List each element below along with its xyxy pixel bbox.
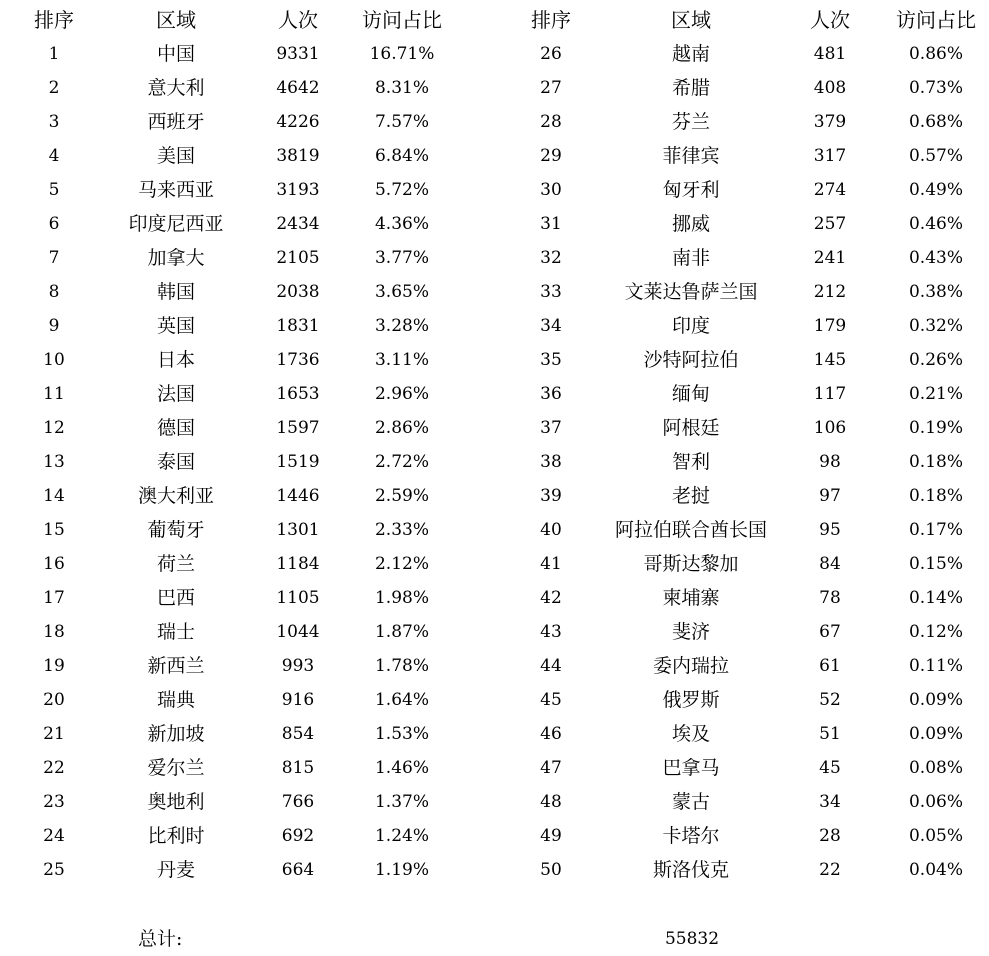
table-right-half [496, 3, 989, 887]
count-cell: 815 [281, 758, 315, 778]
region-cell: 爱尔兰 [147, 757, 205, 779]
region-cell: 斯洛伐克 [652, 859, 729, 881]
rank-cell: 50 [540, 860, 562, 880]
table-row [496, 37, 989, 71]
table-row [496, 513, 989, 547]
region-cell: 芬兰 [671, 111, 710, 133]
region-cell: 南非 [671, 247, 710, 269]
region-cell: 丹麦 [156, 859, 195, 881]
share-cell: 0.19% [908, 418, 963, 438]
table-row [0, 411, 496, 445]
share-cell: 8.31% [374, 78, 429, 98]
header-share: 访问占比 [362, 8, 442, 32]
header-count: 人次 [810, 8, 850, 32]
share-cell: 0.14% [908, 588, 963, 608]
header-row [0, 3, 496, 37]
region-cell: 缅甸 [671, 383, 710, 405]
region-cell: 老挝 [671, 485, 710, 507]
table-row [496, 377, 989, 411]
table-row [0, 513, 496, 547]
rank-cell: 38 [540, 452, 562, 472]
region-cell: 希腊 [671, 77, 710, 99]
region-cell: 印度尼西亚 [128, 213, 224, 235]
count-cell: 481 [813, 44, 847, 64]
count-cell: 4642 [276, 78, 320, 98]
count-cell: 84 [819, 554, 841, 574]
header-region: 区域 [671, 8, 711, 32]
region-cell: 新西兰 [147, 655, 205, 677]
share-cell: 1.46% [374, 758, 429, 778]
table-row [0, 207, 496, 241]
rank-cell: 41 [540, 554, 562, 574]
region-cell: 巴拿马 [662, 757, 720, 779]
table-row [496, 785, 989, 819]
table-row [496, 173, 989, 207]
count-cell: 1519 [276, 452, 320, 472]
share-cell: 7.57% [374, 112, 429, 132]
table-row [0, 581, 496, 615]
count-cell: 1736 [276, 350, 320, 370]
region-cell: 柬埔寨 [662, 587, 720, 609]
region-cell: 美国 [156, 145, 195, 167]
share-cell: 5.72% [374, 180, 429, 200]
share-cell: 0.04% [908, 860, 963, 880]
rank-cell: 34 [540, 316, 562, 336]
share-cell: 0.49% [908, 180, 963, 200]
region-cell: 葡萄牙 [147, 519, 205, 541]
rank-cell: 47 [540, 758, 562, 778]
header-rank: 排序 [531, 8, 571, 32]
table-row [0, 275, 496, 309]
rank-cell: 39 [540, 486, 562, 506]
total-value: 55832 [664, 929, 720, 949]
count-cell: 1653 [276, 384, 320, 404]
count-cell: 97 [819, 486, 841, 506]
share-cell: 2.33% [374, 520, 429, 540]
rank-cell: 23 [43, 792, 65, 812]
rank-cell: 49 [540, 826, 562, 846]
share-cell: 1.78% [374, 656, 429, 676]
rank-cell: 25 [43, 860, 65, 880]
count-cell: 9331 [276, 44, 320, 64]
table-row [0, 309, 496, 343]
table-row [0, 683, 496, 717]
share-cell: 1.98% [374, 588, 429, 608]
share-cell: 6.84% [374, 146, 429, 166]
share-cell: 0.26% [908, 350, 963, 370]
table-row [0, 139, 496, 173]
rank-cell: 13 [43, 452, 65, 472]
rank-cell: 19 [43, 656, 65, 676]
count-cell: 408 [813, 78, 847, 98]
count-cell: 854 [281, 724, 315, 744]
rank-cell: 32 [540, 248, 562, 268]
region-cell: 日本 [156, 349, 195, 371]
share-cell: 2.86% [374, 418, 429, 438]
share-cell: 2.12% [374, 554, 429, 574]
rank-cell: 10 [43, 350, 65, 370]
share-cell: 1.19% [374, 860, 429, 880]
table-row [0, 853, 496, 887]
rank-cell: 40 [540, 520, 562, 540]
share-cell: 0.11% [908, 656, 963, 676]
share-cell: 0.68% [908, 112, 963, 132]
share-cell: 0.05% [908, 826, 963, 846]
region-cell: 法国 [156, 383, 195, 405]
share-cell: 1.24% [374, 826, 429, 846]
count-cell: 766 [281, 792, 315, 812]
region-cell: 卡塔尔 [662, 825, 720, 847]
region-cell: 文莱达鲁萨兰国 [624, 281, 758, 303]
table-row [496, 853, 989, 887]
rank-cell: 2 [48, 78, 60, 98]
header-count: 人次 [278, 8, 318, 32]
table-row [496, 547, 989, 581]
table-row [0, 649, 496, 683]
count-cell: 1446 [276, 486, 320, 506]
table-row [496, 751, 989, 785]
share-cell: 3.11% [374, 350, 429, 370]
table-row [0, 819, 496, 853]
count-cell: 179 [813, 316, 847, 336]
region-cell: 智利 [671, 451, 710, 473]
rank-cell: 27 [540, 78, 562, 98]
count-cell: 664 [281, 860, 315, 880]
region-cell: 新加坡 [147, 723, 205, 745]
rank-cell: 6 [48, 214, 60, 234]
table-row [0, 105, 496, 139]
table-row [496, 139, 989, 173]
count-cell: 22 [819, 860, 841, 880]
share-cell: 1.53% [374, 724, 429, 744]
region-cell: 德国 [156, 417, 195, 439]
share-cell: 0.17% [908, 520, 963, 540]
region-cell: 哥斯达黎加 [643, 553, 739, 575]
count-cell: 257 [813, 214, 847, 234]
share-cell: 0.08% [908, 758, 963, 778]
region-cell: 比利时 [147, 825, 205, 847]
table-row [496, 581, 989, 615]
share-cell: 0.46% [908, 214, 963, 234]
share-cell: 16.71% [369, 44, 435, 64]
rank-cell: 35 [540, 350, 562, 370]
count-cell: 3819 [276, 146, 320, 166]
table-row [496, 207, 989, 241]
region-cell: 英国 [156, 315, 195, 337]
count-cell: 379 [813, 112, 847, 132]
count-cell: 1301 [276, 520, 320, 540]
table-left-half [0, 3, 496, 887]
region-cell: 巴西 [156, 587, 195, 609]
rank-cell: 12 [43, 418, 65, 438]
count-cell: 274 [813, 180, 847, 200]
share-cell: 1.64% [374, 690, 429, 710]
table-row [496, 819, 989, 853]
region-cell: 匈牙利 [662, 179, 720, 201]
table-row [0, 445, 496, 479]
count-cell: 117 [813, 384, 847, 404]
table-row [496, 343, 989, 377]
table-row [0, 785, 496, 819]
region-cell: 瑞士 [156, 621, 195, 643]
region-cell: 菲律宾 [662, 145, 720, 167]
rank-cell: 1 [48, 44, 60, 64]
table-row [496, 71, 989, 105]
region-cell: 西班牙 [147, 111, 205, 133]
region-cell: 意大利 [147, 77, 205, 99]
rank-cell: 43 [540, 622, 562, 642]
rank-cell: 33 [540, 282, 562, 302]
count-cell: 241 [813, 248, 847, 268]
rank-cell: 44 [540, 656, 562, 676]
share-cell: 3.65% [374, 282, 429, 302]
table-row [496, 717, 989, 751]
rank-cell: 37 [540, 418, 562, 438]
count-cell: 2434 [276, 214, 320, 234]
table-row [0, 37, 496, 71]
region-cell: 泰国 [156, 451, 195, 473]
table-row [0, 377, 496, 411]
count-cell: 1105 [276, 588, 320, 608]
count-cell: 67 [819, 622, 841, 642]
count-cell: 52 [819, 690, 841, 710]
table-row [0, 751, 496, 785]
count-cell: 1597 [276, 418, 320, 438]
share-cell: 0.73% [908, 78, 963, 98]
share-cell: 0.21% [908, 384, 963, 404]
count-cell: 28 [819, 826, 841, 846]
share-cell: 0.38% [908, 282, 963, 302]
region-cell: 加拿大 [147, 247, 205, 269]
share-cell: 1.37% [374, 792, 429, 812]
table-row [0, 547, 496, 581]
table-row [496, 649, 989, 683]
rank-cell: 20 [43, 690, 65, 710]
rank-cell: 31 [540, 214, 562, 234]
table-row [496, 479, 989, 513]
count-cell: 51 [819, 724, 841, 744]
count-cell: 145 [813, 350, 847, 370]
table-row [0, 343, 496, 377]
region-cell: 中国 [156, 43, 195, 65]
share-cell: 2.96% [374, 384, 429, 404]
region-cell: 奥地利 [147, 791, 205, 813]
share-cell: 0.86% [908, 44, 963, 64]
count-cell: 34 [819, 792, 841, 812]
count-cell: 993 [281, 656, 315, 676]
header-share: 访问占比 [896, 8, 976, 32]
table-row [496, 615, 989, 649]
share-cell: 0.09% [908, 724, 963, 744]
rank-cell: 17 [43, 588, 65, 608]
region-cell: 蒙古 [671, 791, 710, 813]
share-cell: 2.72% [374, 452, 429, 472]
table-row [0, 479, 496, 513]
rank-cell: 3 [48, 112, 60, 132]
rank-cell: 8 [48, 282, 60, 302]
region-cell: 委内瑞拉 [652, 655, 729, 677]
share-cell: 1.87% [374, 622, 429, 642]
count-cell: 212 [813, 282, 847, 302]
rank-cell: 5 [48, 180, 60, 200]
table-row [496, 309, 989, 343]
count-cell: 4226 [276, 112, 320, 132]
count-cell: 61 [819, 656, 841, 676]
region-cell: 阿拉伯联合酋长国 [614, 519, 767, 541]
count-cell: 317 [813, 146, 847, 166]
count-cell: 2038 [276, 282, 320, 302]
table-row [496, 275, 989, 309]
table-row [496, 241, 989, 275]
rank-cell: 29 [540, 146, 562, 166]
share-cell: 0.06% [908, 792, 963, 812]
region-cell: 沙特阿拉伯 [643, 349, 739, 371]
count-cell: 692 [281, 826, 315, 846]
table-row [496, 445, 989, 479]
rank-cell: 4 [48, 146, 60, 166]
count-cell: 1044 [276, 622, 320, 642]
region-cell: 斐济 [671, 621, 710, 643]
region-cell: 印度 [671, 315, 710, 337]
share-cell: 4.36% [374, 214, 429, 234]
share-cell: 0.57% [908, 146, 963, 166]
region-cell: 韩国 [156, 281, 195, 303]
region-cell: 俄罗斯 [662, 689, 720, 711]
rank-cell: 9 [48, 316, 60, 336]
rank-cell: 45 [540, 690, 562, 710]
region-cell: 挪威 [671, 213, 710, 235]
rank-cell: 46 [540, 724, 562, 744]
count-cell: 106 [813, 418, 847, 438]
table-row [0, 241, 496, 275]
count-cell: 78 [819, 588, 841, 608]
rank-cell: 48 [540, 792, 562, 812]
share-cell: 0.43% [908, 248, 963, 268]
share-cell: 0.15% [908, 554, 963, 574]
rank-cell: 36 [540, 384, 562, 404]
count-cell: 1831 [276, 316, 320, 336]
region-cell: 埃及 [671, 723, 710, 745]
rank-cell: 18 [43, 622, 65, 642]
region-cell: 澳大利亚 [137, 485, 214, 507]
table-body-right [496, 37, 989, 887]
rank-cell: 30 [540, 180, 562, 200]
header-region: 区域 [156, 8, 196, 32]
share-cell: 0.32% [908, 316, 963, 336]
count-cell: 98 [819, 452, 841, 472]
table-row [0, 71, 496, 105]
count-cell: 916 [281, 690, 315, 710]
table-row [0, 173, 496, 207]
table-row [496, 105, 989, 139]
header-row [496, 3, 989, 37]
region-cell: 阿根廷 [662, 417, 720, 439]
table-body-left [0, 37, 496, 887]
rank-cell: 15 [43, 520, 65, 540]
share-cell: 3.77% [374, 248, 429, 268]
rank-cell: 21 [43, 724, 65, 744]
count-cell: 2105 [276, 248, 320, 268]
region-cell: 越南 [671, 43, 710, 65]
count-cell: 3193 [276, 180, 320, 200]
count-cell: 1184 [276, 554, 320, 574]
share-cell: 0.18% [908, 452, 963, 472]
total-label: 总计: [138, 928, 183, 950]
table-row [0, 615, 496, 649]
header-rank: 排序 [34, 8, 74, 32]
rank-cell: 28 [540, 112, 562, 132]
share-cell: 2.59% [374, 486, 429, 506]
rank-cell: 22 [43, 758, 65, 778]
region-cell: 瑞典 [156, 689, 195, 711]
count-cell: 95 [819, 520, 841, 540]
table-row [0, 717, 496, 751]
rank-cell: 42 [540, 588, 562, 608]
region-cell: 马来西亚 [137, 179, 214, 201]
region-cell: 荷兰 [156, 553, 195, 575]
table-row [496, 411, 989, 445]
rank-cell: 16 [43, 554, 65, 574]
share-cell: 0.09% [908, 690, 963, 710]
table-row [496, 683, 989, 717]
rank-cell: 26 [540, 44, 562, 64]
share-cell: 0.12% [908, 622, 963, 642]
rank-cell: 11 [43, 384, 65, 404]
rank-cell: 24 [43, 826, 65, 846]
rank-cell: 14 [43, 486, 65, 506]
rank-cell: 7 [48, 248, 60, 268]
count-cell: 45 [819, 758, 841, 778]
share-cell: 3.28% [374, 316, 429, 336]
share-cell: 0.18% [908, 486, 963, 506]
